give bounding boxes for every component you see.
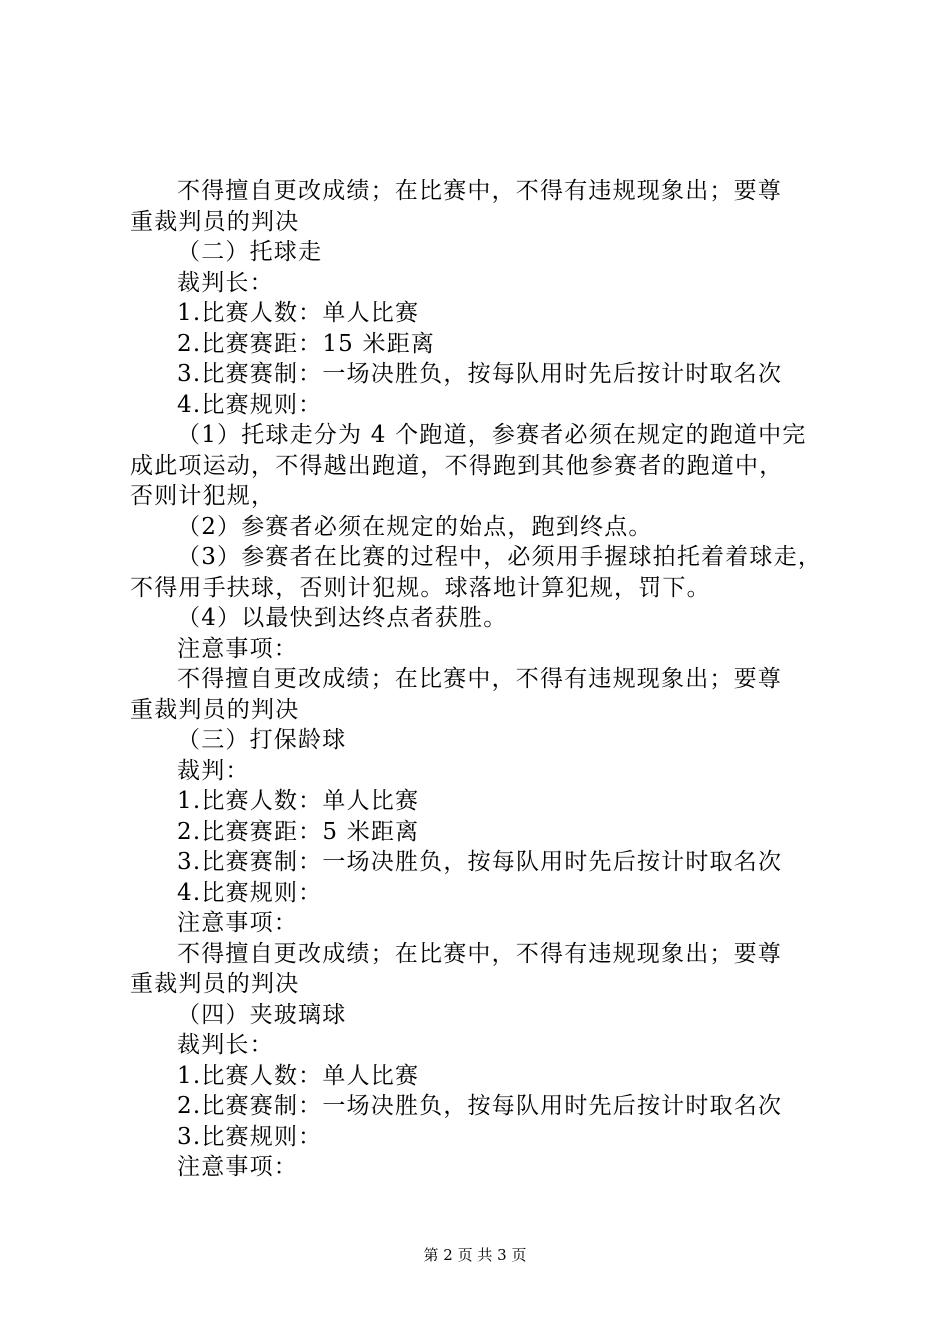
text-line: （二）托球走 <box>177 239 323 265</box>
text-line: （3）参赛者在比赛的过程中，必须用手握球拍托着着球走， <box>177 544 823 570</box>
text-line: 注意事项： <box>177 1154 298 1180</box>
text-line: 不得擅自更改成绩；在比赛中，不得有违规现象出；要尊 <box>177 940 782 967</box>
text-line: （三）打保龄球 <box>177 727 347 753</box>
text-line: 重裁判员的判决 <box>130 208 300 235</box>
text-line: 裁判长： <box>177 1032 274 1058</box>
text-line: 不得用手扶球，否则计犯规。球落地计算犯规，罚下。 <box>130 574 711 601</box>
text-line: （2）参赛者必须在规定的始点，跑到终点。 <box>177 513 653 540</box>
text-line: 3.比赛赛制：一场决胜负，按每队用时先后按计时取名次 <box>177 361 783 387</box>
text-line: 裁判长： <box>177 269 274 296</box>
text-line: 不得擅自更改成绩；在比赛中，不得有违规现象出；要尊 <box>177 178 782 204</box>
text-line: 2.比赛赛距：5 米距离 <box>177 818 420 845</box>
page-footer: 第 2 页 共 3 页 <box>423 1246 527 1264</box>
text-line: 1.比赛人数：单人比赛 <box>177 1062 420 1089</box>
text-line: 1.比赛人数：单人比赛 <box>177 788 420 814</box>
text-line: （四）夹玻璃球 <box>177 1001 347 1028</box>
text-line: 2.比赛赛距：15 米距离 <box>177 330 436 357</box>
text-line: 3.比赛规则： <box>177 1123 323 1150</box>
text-line: （1）托球走分为 4 个跑道，参赛者必须在规定的跑道中完 <box>177 422 807 448</box>
text-line: 4.比赛规则： <box>177 391 323 418</box>
text-line: 成此项运动，不得越出跑道，不得跑到其他参赛者的跑道中， <box>130 452 784 479</box>
text-line: 1.比赛人数：单人比赛 <box>177 300 420 326</box>
text-line: 注意事项： <box>177 910 298 936</box>
text-line: （4）以最快到达终点者获胜。 <box>177 605 508 631</box>
text-line: 不得擅自更改成绩；在比赛中，不得有违规现象出；要尊 <box>177 666 782 692</box>
text-line: 注意事项： <box>177 635 298 662</box>
text-line: 重裁判员的判决 <box>130 971 300 997</box>
document-body <box>130 176 835 1183</box>
text-line: 重裁判员的判决 <box>130 696 300 723</box>
text-line: 3.比赛赛制：一场决胜负，按每队用时先后按计时取名次 <box>177 849 783 875</box>
text-line: 2.比赛赛制：一场决胜负，按每队用时先后按计时取名次 <box>177 1093 783 1119</box>
text-line: 否则计犯规， <box>130 483 276 509</box>
text-line: 裁判： <box>177 757 250 784</box>
text-line: 4.比赛规则： <box>177 879 323 906</box>
